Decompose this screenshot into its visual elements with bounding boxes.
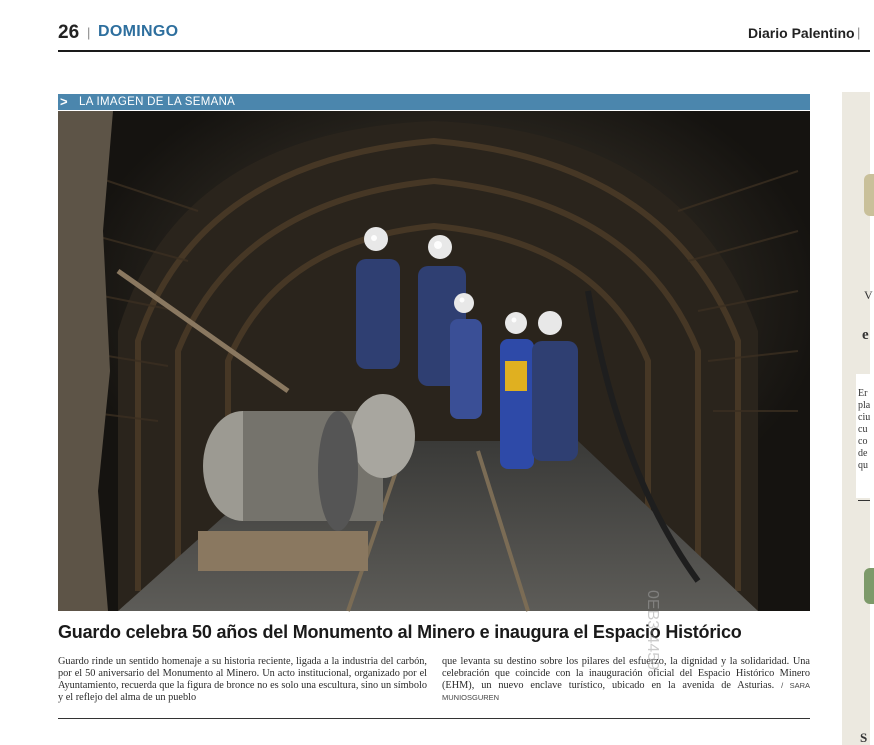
page-header xyxy=(58,18,870,46)
photo-illustration xyxy=(58,111,810,611)
mine-tunnel-photo xyxy=(58,111,810,611)
sidebar-fragment: de xyxy=(858,448,868,459)
vertical-watermark: 0EB3-4459 xyxy=(644,590,661,671)
column-1-text: Guardo rinde un sentido homenaje a su historia reciente, ligada a la industria del carbón, por el 50 aniversario del Monumento al Minero. Un acto institucional, organizado por el Ayuntamiento, recuerda que la figura de bronce no es solo una escultura, sino un símbolo y el reflejo del alma de un pueblo xyxy=(58,656,427,703)
sidebar-fragment: pla xyxy=(858,400,871,411)
chevron-right-icon: > xyxy=(60,94,68,109)
article-column-1 xyxy=(58,656,427,704)
column-2-text: que levanta su destino sobre los pilares del esfuerzo, la dignidad y la solidaridad. Una celebración que coincide con la inauguración oficial del Espacio Histórico Minero (EHM), un nuevo enclave turístico, ubicado en la avenida de Asturias. xyxy=(442,656,810,691)
article-headline: Guardo celebra 50 años del Monumento al Minero e inaugura el Espacio Histórico xyxy=(58,622,742,642)
header-rule xyxy=(58,50,870,52)
sidebar-fragment: e xyxy=(862,327,869,343)
photo-credit: / SARA MUNIOSGUREN xyxy=(442,681,810,702)
sidebar-text-block xyxy=(856,374,870,498)
sidebar-fragment: V xyxy=(864,288,873,302)
sidebar-fragment: Er xyxy=(858,388,868,399)
sidebar-fragment: ciu xyxy=(858,412,871,423)
sidebar-fragment: qu xyxy=(858,460,868,471)
section-band xyxy=(58,94,810,110)
sidebar-fragment: co xyxy=(858,436,868,447)
sidebar-next-page xyxy=(842,92,873,745)
header-separator-right: | xyxy=(857,25,861,40)
article-column-2 xyxy=(442,656,810,704)
sidebar-image-2 xyxy=(864,568,874,604)
page-number: 26 xyxy=(58,22,80,43)
sidebar-image-1 xyxy=(864,174,874,216)
bottom-rule xyxy=(58,718,810,719)
header-separator: | xyxy=(87,25,91,40)
newspaper-name: Diario Palentino xyxy=(748,25,855,41)
sidebar-rule xyxy=(858,500,870,501)
band-label: LA IMAGEN DE LA SEMANA xyxy=(79,96,236,108)
sidebar-fragment: S xyxy=(860,730,868,745)
sidebar-fragment: cu xyxy=(858,424,868,435)
section-name: DOMINGO xyxy=(98,23,179,40)
